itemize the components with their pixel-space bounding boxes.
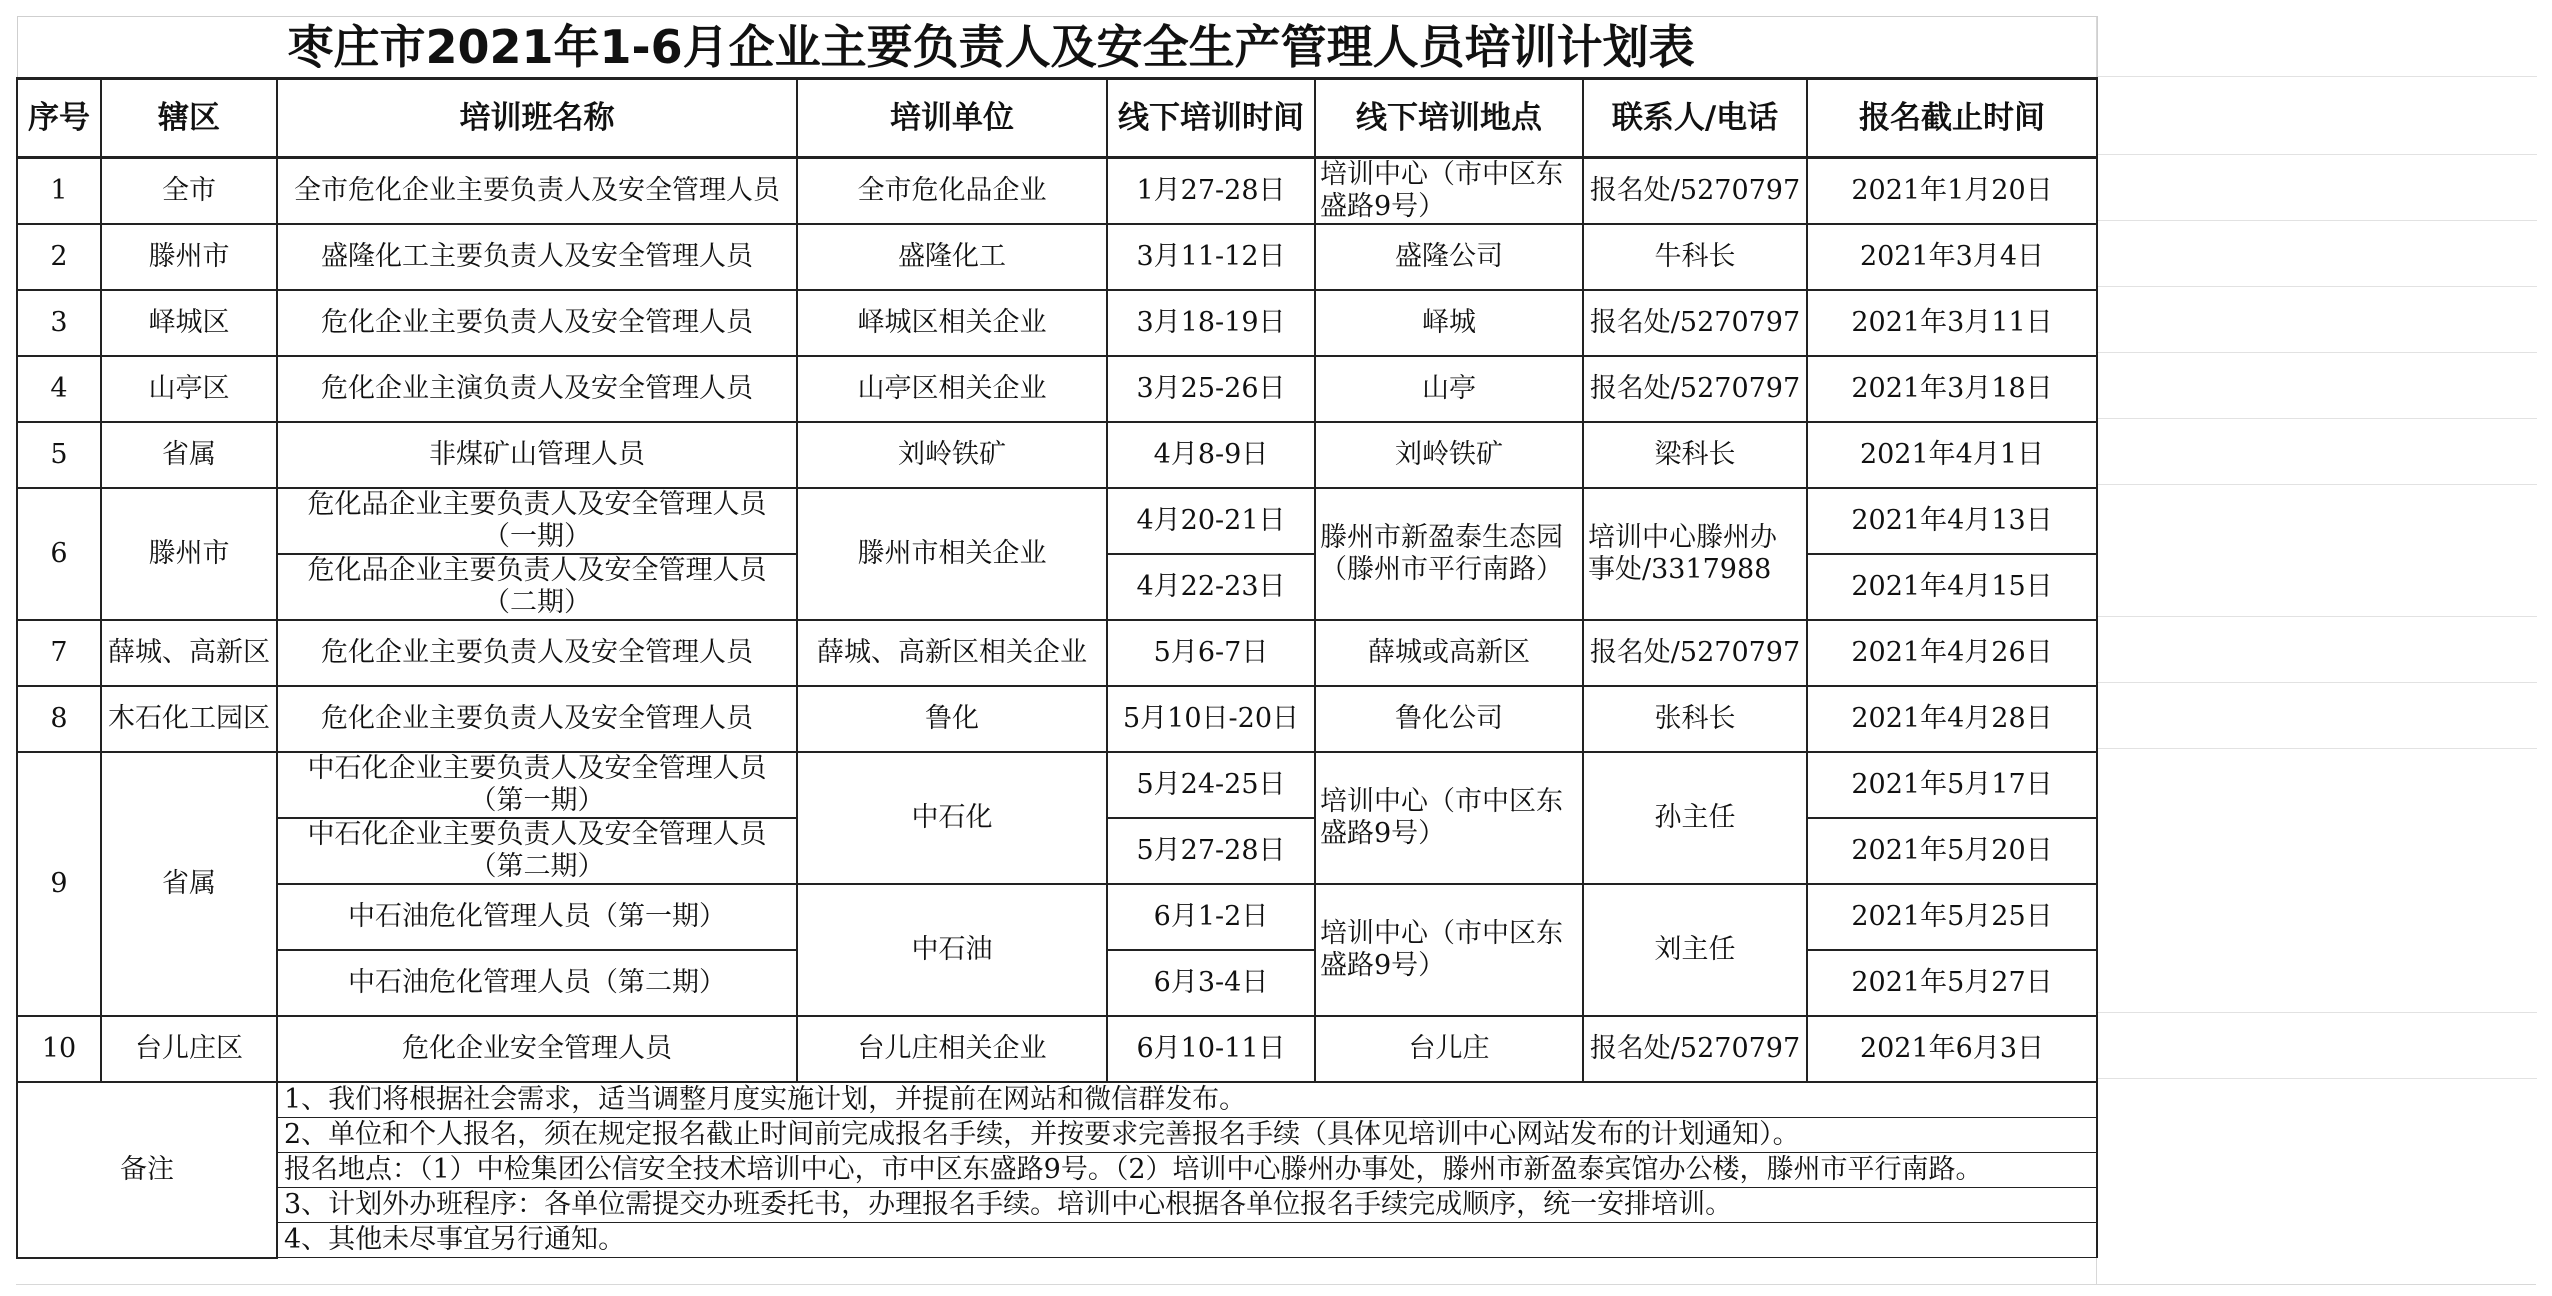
header-deadline: 报名截止时间 bbox=[1807, 79, 2097, 158]
cell-time: 4月20-21日 bbox=[1107, 488, 1315, 554]
cell-place: 培训中心（市中区东盛路9号） bbox=[1315, 752, 1583, 884]
cell-deadline: 2021年5月20日 bbox=[1807, 818, 2097, 884]
page-title: 枣庄市2021年1-6月企业主要负责人及安全生产管理人员培训计划表 bbox=[17, 17, 2097, 79]
cell-deadline: 2021年5月17日 bbox=[1807, 752, 2097, 818]
cell-contact: 培训中心滕州办事处/3317988 bbox=[1583, 488, 1807, 620]
cell-deadline: 2021年6月3日 bbox=[1807, 1016, 2097, 1082]
cell-course: 中石化企业主要负责人及安全管理人员（第一期） bbox=[277, 752, 797, 818]
note-line: 报名地点：（1）中检集团公信安全技术培训中心，市中区东盛路9号。（2）培训中心滕州办事处，滕州市新盈泰宾馆办公楼，滕州市平行南路。 bbox=[277, 1153, 2097, 1188]
cell-time: 1月27-28日 bbox=[1107, 158, 1315, 225]
cell-unit: 刘岭铁矿 bbox=[797, 422, 1107, 488]
cell-area: 全市 bbox=[101, 158, 277, 225]
cell-unit: 鲁化 bbox=[797, 686, 1107, 752]
header-time: 线下培训时间 bbox=[1107, 79, 1315, 158]
cell-deadline: 2021年4月28日 bbox=[1807, 686, 2097, 752]
cell-course: 危化企业安全管理人员 bbox=[277, 1016, 797, 1082]
cell-course: 非煤矿山管理人员 bbox=[277, 422, 797, 488]
cell-place: 台儿庄 bbox=[1315, 1016, 1583, 1082]
cell-course: 危化企业主演负责人及安全管理人员 bbox=[277, 356, 797, 422]
empty-columns-area bbox=[2096, 16, 2537, 1284]
cell-no: 4 bbox=[17, 356, 101, 422]
note-line: 4、其他未尽事宜另行通知。 bbox=[277, 1223, 2097, 1258]
cell-course: 危化企业主要负责人及安全管理人员 bbox=[277, 290, 797, 356]
table-header-row bbox=[17, 79, 2097, 158]
cell-no: 5 bbox=[17, 422, 101, 488]
cell-unit: 台儿庄相关企业 bbox=[797, 1016, 1107, 1082]
cell-time: 4月22-23日 bbox=[1107, 554, 1315, 620]
cell-area: 峄城区 bbox=[101, 290, 277, 356]
table-row bbox=[17, 686, 2097, 752]
cell-course: 危化企业主要负责人及安全管理人员 bbox=[277, 686, 797, 752]
cell-unit: 盛隆化工 bbox=[797, 224, 1107, 290]
header-course: 培训班名称 bbox=[277, 79, 797, 158]
cell-time: 6月10-11日 bbox=[1107, 1016, 1315, 1082]
cell-unit: 全市危化品企业 bbox=[797, 158, 1107, 225]
header-contact: 联系人/电话 bbox=[1583, 79, 1807, 158]
cell-area: 省属 bbox=[101, 422, 277, 488]
cell-deadline: 2021年3月18日 bbox=[1807, 356, 2097, 422]
cell-area: 薛城、高新区 bbox=[101, 620, 277, 686]
header-unit: 培训单位 bbox=[797, 79, 1107, 158]
notes-row bbox=[17, 1153, 2097, 1188]
cell-no: 10 bbox=[17, 1016, 101, 1082]
table-row bbox=[17, 1016, 2097, 1082]
cell-time: 3月11-12日 bbox=[1107, 224, 1315, 290]
cell-place: 培训中心（市中区东盛路9号） bbox=[1315, 884, 1583, 1016]
note-line: 1、我们将根据社会需求，适当调整月度实施计划，并提前在网站和微信群发布。 bbox=[277, 1082, 2097, 1118]
header-no: 序号 bbox=[17, 79, 101, 158]
cell-area: 滕州市 bbox=[101, 488, 277, 620]
cell-no: 1 bbox=[17, 158, 101, 225]
cell-place: 峄城 bbox=[1315, 290, 1583, 356]
cell-unit: 中石化 bbox=[797, 752, 1107, 884]
cell-time: 5月27-28日 bbox=[1107, 818, 1315, 884]
header-area: 辖区 bbox=[101, 79, 277, 158]
training-plan-sheet bbox=[16, 16, 2098, 1259]
cell-unit: 滕州市相关企业 bbox=[797, 488, 1107, 620]
cell-time: 4月8-9日 bbox=[1107, 422, 1315, 488]
cell-contact: 孙主任 bbox=[1583, 752, 1807, 884]
table-row bbox=[17, 752, 2097, 818]
cell-deadline: 2021年3月4日 bbox=[1807, 224, 2097, 290]
cell-area: 木石化工园区 bbox=[101, 686, 277, 752]
sheet-bottom-gridline bbox=[16, 1284, 2536, 1285]
cell-no: 8 bbox=[17, 686, 101, 752]
notes-row bbox=[17, 1223, 2097, 1258]
header-place: 线下培训地点 bbox=[1315, 79, 1583, 158]
cell-deadline: 2021年3月11日 bbox=[1807, 290, 2097, 356]
note-line: 3、计划外办班程序：各单位需提交办班委托书，办理报名手续。培训中心根据各单位报名手续完成顺序，统一安排培训。 bbox=[277, 1188, 2097, 1223]
cell-contact: 刘主任 bbox=[1583, 884, 1807, 1016]
cell-deadline: 2021年1月20日 bbox=[1807, 158, 2097, 225]
cell-time: 6月3-4日 bbox=[1107, 950, 1315, 1016]
cell-place: 薛城或高新区 bbox=[1315, 620, 1583, 686]
cell-contact: 报名处/5270797 bbox=[1583, 158, 1807, 225]
cell-unit: 薛城、高新区相关企业 bbox=[797, 620, 1107, 686]
cell-place: 鲁化公司 bbox=[1315, 686, 1583, 752]
cell-deadline: 2021年5月25日 bbox=[1807, 884, 2097, 950]
cell-contact: 梁科长 bbox=[1583, 422, 1807, 488]
cell-course: 全市危化企业主要负责人及安全管理人员 bbox=[277, 158, 797, 225]
cell-time: 5月6-7日 bbox=[1107, 620, 1315, 686]
cell-deadline: 2021年4月1日 bbox=[1807, 422, 2097, 488]
cell-no: 3 bbox=[17, 290, 101, 356]
cell-course: 危化品企业主要负责人及安全管理人员（二期） bbox=[277, 554, 797, 620]
table-row bbox=[17, 488, 2097, 554]
table-row bbox=[17, 290, 2097, 356]
cell-contact: 报名处/5270797 bbox=[1583, 356, 1807, 422]
table-row bbox=[17, 158, 2097, 225]
cell-no: 2 bbox=[17, 224, 101, 290]
cell-deadline: 2021年4月26日 bbox=[1807, 620, 2097, 686]
cell-area: 山亭区 bbox=[101, 356, 277, 422]
cell-course: 中石化企业主要负责人及安全管理人员（第二期） bbox=[277, 818, 797, 884]
cell-deadline: 2021年4月15日 bbox=[1807, 554, 2097, 620]
training-plan-table bbox=[16, 16, 2098, 1259]
cell-area: 滕州市 bbox=[101, 224, 277, 290]
table-row bbox=[17, 422, 2097, 488]
cell-contact: 张科长 bbox=[1583, 686, 1807, 752]
cell-deadline: 2021年4月13日 bbox=[1807, 488, 2097, 554]
notes-label: 备注 bbox=[17, 1082, 277, 1258]
cell-place: 盛隆公司 bbox=[1315, 224, 1583, 290]
cell-course: 盛隆化工主要负责人及安全管理人员 bbox=[277, 224, 797, 290]
cell-deadline: 2021年5月27日 bbox=[1807, 950, 2097, 1016]
cell-no: 6 bbox=[17, 488, 101, 620]
cell-area: 省属 bbox=[101, 752, 277, 1016]
cell-contact: 报名处/5270797 bbox=[1583, 620, 1807, 686]
cell-time: 3月18-19日 bbox=[1107, 290, 1315, 356]
table-row bbox=[17, 356, 2097, 422]
cell-place: 刘岭铁矿 bbox=[1315, 422, 1583, 488]
notes-row bbox=[17, 1118, 2097, 1153]
cell-course: 中石油危化管理人员（第一期） bbox=[277, 884, 797, 950]
cell-time: 5月10日-20日 bbox=[1107, 686, 1315, 752]
note-line: 2、单位和个人报名，须在规定报名截止时间前完成报名手续，并按要求完善报名手续（具体见培训中心网站发布的计划通知）。 bbox=[277, 1118, 2097, 1153]
cell-area: 台儿庄区 bbox=[101, 1016, 277, 1082]
notes-row bbox=[17, 1188, 2097, 1223]
cell-time: 3月25-26日 bbox=[1107, 356, 1315, 422]
cell-contact: 牛科长 bbox=[1583, 224, 1807, 290]
cell-time: 5月24-25日 bbox=[1107, 752, 1315, 818]
cell-unit: 峄城区相关企业 bbox=[797, 290, 1107, 356]
cell-contact: 报名处/5270797 bbox=[1583, 1016, 1807, 1082]
notes-row bbox=[17, 1082, 2097, 1118]
cell-course: 危化企业主要负责人及安全管理人员 bbox=[277, 620, 797, 686]
cell-contact: 报名处/5270797 bbox=[1583, 290, 1807, 356]
table-row bbox=[17, 224, 2097, 290]
table-row bbox=[17, 884, 2097, 950]
cell-no: 7 bbox=[17, 620, 101, 686]
cell-place: 山亭 bbox=[1315, 356, 1583, 422]
table-row bbox=[17, 620, 2097, 686]
cell-course: 危化品企业主要负责人及安全管理人员（一期） bbox=[277, 488, 797, 554]
cell-course: 中石油危化管理人员（第二期） bbox=[277, 950, 797, 1016]
cell-unit: 中石油 bbox=[797, 884, 1107, 1016]
cell-time: 6月1-2日 bbox=[1107, 884, 1315, 950]
cell-place: 培训中心（市中区东盛路9号） bbox=[1315, 158, 1583, 225]
cell-no: 9 bbox=[17, 752, 101, 1016]
cell-unit: 山亭区相关企业 bbox=[797, 356, 1107, 422]
cell-place: 滕州市新盈泰生态园（滕州市平行南路） bbox=[1315, 488, 1583, 620]
